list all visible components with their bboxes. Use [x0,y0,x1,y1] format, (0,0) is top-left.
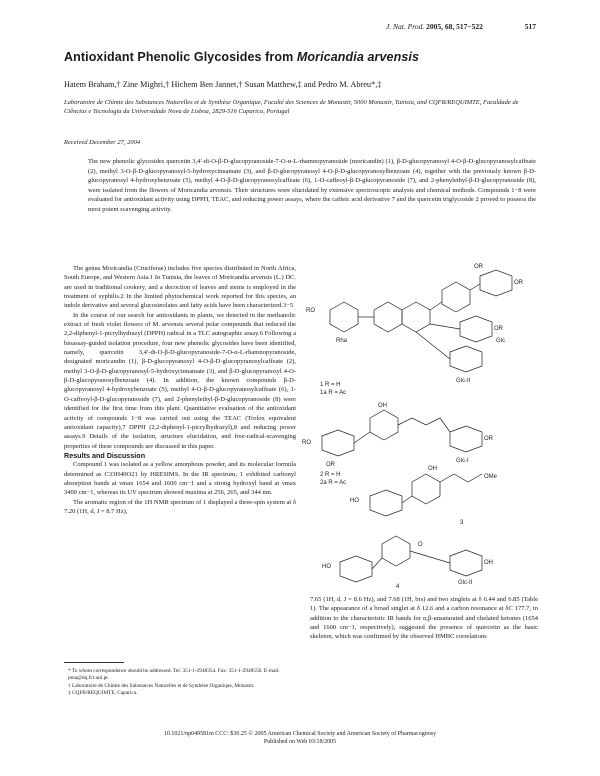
label-ome: OMe [484,474,498,480]
label-cpd1: 1 R = H [320,382,341,388]
intro-paragraph-1: The genus Moricandia (Cruciferae) includes five species distributed in North Africa, South Europe, and Western Asia.1 In Tunisia, the leaves of Moricandia arvensis (L.) DC. are used in traditional cookery, and a decoction of leaves and stems is employed in the treatment of syphilis.2 In the limited phytochemical work reported for this species, an indole derivative and several glucosinolates and fatty acids have been characterized.3−5 [64,265,296,310]
results-paragraph-2: The aromatic region of the 1H NMR spectrum of 1 displayed a three-spin system at δ 7.20 (1H, d, J = 8.7 Hz), [64,498,296,515]
abstract: The new phenolic glycosides quercetin 3,4′-di-O-β-D-glucopyranoside-7-O-α-L-rhamnopyranoside (moricandin) (1), β-D-glucopyranosyl 4-O-β-D-glucopyranosylcaffeate (2), methyl 3-O-β-D-glucopyranosyl-5-hydroxycinnamate (3), and β-D-glucopyranosyl 4-O-β-D-glucopyranosylbenzoate (4), together with the previously known β-D-glucopyranosyl 4-hydroxybenzoate (5), methyl 4-O-β-D-glucopyranosylcaffeate (6), 1-O-caffeoyl-β-D-glucopyranoside (7), and 2-phenylethyl-β-D-glucopyranoside (8), were isolated from the flowers of Moricandia arvensis. Their structures were elucidated by extensive spectroscopic analysis and chemical methods. Compounds 1−8 were evaluated for antioxidant activity using DPPH, TEAC, and reducing power assays, where the caffeic acid derivative 7 and the quercetin triglycoside 2 proved to possess the most potent scavenging activity. [88,158,536,213]
published-line: Published on Web 03/18/2005 [263,739,337,745]
label-ho-4: HO [322,564,331,570]
label-cpd2: 2 R = H [320,472,341,478]
right-column [310,595,538,642]
running-head [386,22,536,31]
affiliation: Laboratoire de Chimie des Substances Naturelles et de Synthèse Organique, Faculté des Sciences de Monastir, 5000 Monastir, Tunisia, and CQFB/REQUIMTE, Faculdade de Ciências e Tecnologia da Universidade Nova de Lisboa, 2829-516 Caparica, Portugal [64,99,519,116]
cpd2-glc-left [322,430,354,456]
volume-line: 2005, 68, 517−522 [426,22,483,31]
label-cpd2a: 2a R = Ac [320,480,347,486]
label-ho-3: HO [350,498,359,504]
label-or-4: OR [484,436,493,442]
right-column-paragraph: 7.65 (1H, d, J = 8.6 Hz), and 7.68 (1H, brs) and two singlets at δ 6.44 and 6.85 (Table 1). The appearance of a broad singlet at δ 12.6 and a carbon resonance at δC 177.7, in addition to the characteristic IR bands for α,β-unsaturated and chelated ketones (1654 and 1600 cm−1, respectively), suggested the presence of quercetin as the basic skeleton, which was confirmed by the observed HMBC correlations [310,596,538,641]
label-ro-1: RO [306,308,315,314]
label-cpd4: 4 [396,584,400,590]
label-glc: Glc [496,338,505,344]
doi-line: 10.1021/np049581m CCC: $30.25 © 2005 American Chemical Society and American Society of Pharmacognosy [163,731,437,737]
label-glc-i: Glc-I [456,458,469,464]
title-main: Antioxidant Phenolic Glycosides from [64,50,297,64]
cpd4-glc-ii [450,550,482,576]
cpd4-aromatic [382,536,410,566]
glc-ring-right [460,316,492,342]
label-ro-2: RO [302,440,311,446]
glc-ii-ring [450,346,482,372]
section-heading: Results and Discussion [64,450,146,460]
cpd3-glc [370,490,402,516]
journal-name: J. Nat. Prod. [385,22,425,31]
title-species: Moricandia arvensis [296,50,419,64]
cpd3-chain [440,474,482,482]
footnote-rule [64,662,124,663]
label-cpd1a: 1a R = Ac [320,390,347,396]
cpd4-glc-left [340,556,372,582]
label-or-2: OR [514,280,523,286]
footnote-corresponding: * To whom correspondence should be addressed. Tel: 351-1-2948354. Fax: 351-1-2948550. E-mail: pma@dq.fct.unl.pt. [68,668,280,682]
intro-paragraph-2: In the course of our search for antioxidants in plants, we detected in the methanolic extract of fresh violet flowers of M. arvensis several polar compounds that reduced the 2,2-diphenyl-1-picrylhydrazyl (DPPH) radical in a TLC autographic assay.6 Following a bioassay-guided isolation procedure, four new phenolic glycosides have been identified, namely, quercetin 3,4′-di-O-β-D-glucopyranoside-7-O-α-L-rhamnopyranoside, designated moricandin (1), β-D-glucopyranosyl 4-O-β-D-glucopyranosylcaffeate (2), methyl 3-O-β-D-glucopyranosyl-5-hydroxycinnamate (3), and β-D-glucopyranosyl 4-O-β-D-glucopyranosylbenzoate (4). In addition, the known compounds β-D-glucopyranosyl 4-hydroxybenzoate (5), methyl 4-O-β-D-glucopyranosylcaffeate (6), 1-O-caffeoyl-β-D-glucopyranoside (7), and 2-phenylethyl-β-D-glucopyranoside (8) were identified for the first time from this plant. Quantitative evaluation of the antioxidant activity of compounds 1−8 was carried out using the TEAC (Trolox equivalent antioxidant capacity),7 DPPH (2,2-diphenyl-1-picrylhydrazyl),8 and reducing power assays.9 Details of the isolation, structure elucidation, and free-radical-scavenging properties of these compounds are discussed in this paper. [64,311,296,450]
rha-ring [330,302,358,332]
left-column [64,264,296,516]
page-number: 517 [524,22,536,31]
figure-labels [302,264,524,590]
author-list: Hatem Braham,† Zine Mighri,† Hichem Ben Jannet,† Susan Matthew,‡ and Pedro M. Abreu*,‡ [64,80,382,89]
chemical-structures-figure [300,262,540,590]
label-or-3: OR [494,326,503,332]
article-title [64,50,419,64]
ring-b [442,282,470,312]
cpd2-aromatic [370,410,398,440]
label-glc-ii: Glc-II [456,378,471,384]
label-oh-3: OH [428,466,437,472]
footnote-monastir: † Laboratoire de Chimie des Substances Naturelles et de Synthèse Organique, Monastir. [68,682,255,689]
received-date: Received December 27, 2004 [64,139,141,146]
label-or-1: OR [474,264,483,270]
doi-footer [0,730,600,746]
glc-ring-top [480,270,512,296]
label-oh-4: OH [484,560,493,566]
cpd3-aromatic [412,474,440,504]
cpd2-chain [398,418,440,425]
label-rha: Rha [336,338,348,344]
footnotes [64,668,296,698]
structures-svg [300,262,540,590]
label-glc-ii-4: Glc-II [458,580,473,586]
cpd2-glc-i [450,426,482,452]
results-paragraph-1: Compound 1 was isolated as a yellow amorphous powder, and its molecular formula determined as C33H40O21 by HRESIMS. In the IR spectrum, 1 exhibited carbonyl absorption bands at νmax 1654 and 1600 cm−1 and a strong hydroxyl band at νmax 3400 cm−1, whereas its UV spectrum showed maxima at 256, 265, and 344 nm. [64,461,296,497]
label-or-5: OR [326,462,335,468]
ring-c [402,302,430,332]
label-oh-2: OH [378,403,387,409]
label-cpd3: 3 [460,520,464,526]
footnote-caparica: ‡ CQFB/REQUIMTE, Caparica. [68,690,138,697]
ring-a [374,302,402,332]
label-o-4: O [418,542,423,548]
